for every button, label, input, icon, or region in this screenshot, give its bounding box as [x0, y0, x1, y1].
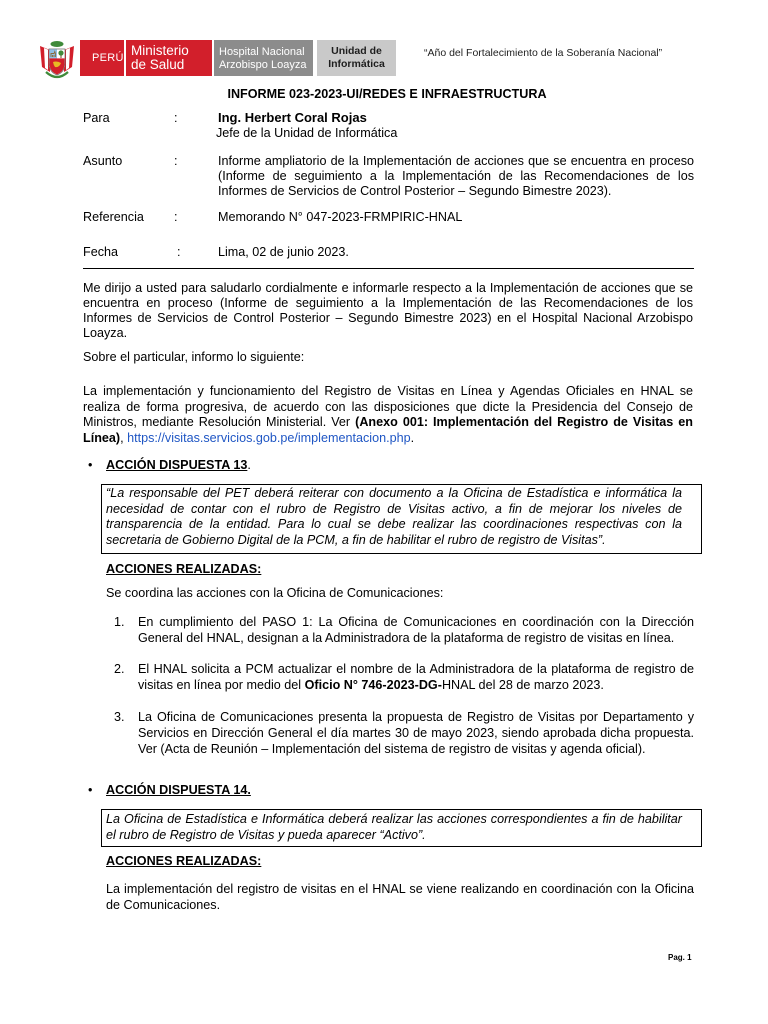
step-2-text-after: HNAL del 28 de marzo 2023.	[441, 678, 604, 692]
action-13-directive-box: “La responsable del PET deberá reiterar con documento a la Oficina de Estadística e informática la necesidad de contar con el rubro de Registro de Visitas activo, a fin de mejorar los niveles de transparencia de la entidad. Para lo cual se debe realizar las coordinaciones respectivas con la secretaria de Gobierno Digital de la PCM, a fin de habilitar el rubro de registro de Visitas”.	[101, 484, 702, 554]
bullet-icon: •	[88, 458, 93, 472]
action-13-intro: Se coordina las acciones con la Oficina de Comunicaciones:	[106, 586, 444, 600]
peru-coat-of-arms-logo	[38, 36, 76, 82]
ministry-line-1: Ministerio	[131, 43, 189, 58]
implementation-link[interactable]: https://visitas.servicios.gob.pe/implementacion.php	[127, 430, 411, 445]
hospital-brand	[214, 40, 313, 76]
step-2-document-number: Oficio N° 746-2023-DG-	[304, 678, 442, 692]
step-2-text	[138, 661, 694, 693]
bullet-icon: •	[88, 783, 93, 797]
field-separator-asunto: :	[174, 154, 178, 168]
step-3-text: La Oficina de Comunicaciones presenta la propuesta de Registro de Visitas por Departamento y Servicios en Dirección General el día martes 30 de mayo 2023, siendo aprobada dicha propuesta. Ver (Acta de Reunión – Implementación del sistema de registro de visitas y agenda oficial).	[138, 710, 694, 756]
step-2-number: 2.	[114, 662, 125, 676]
action-14-heading: ACCIÓN DISPUESTA 14.	[106, 783, 251, 797]
field-label-fecha: Fecha	[83, 245, 119, 259]
recipient-name: Ing. Herbert Coral Rojas	[218, 110, 367, 125]
transition-paragraph: Sobre el particular, informo lo siguiente:	[83, 350, 305, 364]
ministry-line-2: de Salud	[131, 57, 185, 72]
field-separator-referencia: :	[174, 210, 178, 224]
annex-reference: (Anexo 001: Implementación del Registro de Visitas en Línea)	[83, 415, 693, 445]
step-1-text: En cumplimiento del PASO 1: La Oficina de Comunicaciones en coordinación con la Dirección General del HNAL, designan a la Administradora de la plataforma de registro de visitas en línea.	[138, 615, 694, 645]
recipient-position: Jefe de la Unidad de Informática	[216, 126, 398, 140]
context-separator: ,	[120, 430, 128, 445]
hospital-line-2: Arzobispo Loayza	[219, 58, 307, 71]
page-number: Pag. 1	[668, 953, 692, 962]
intro-paragraph: Me dirijo a usted para saludarlo cordialmente e informarle respecto a la Implementación de acciones que se encuentra en proceso (Informe de seguimiento a la Implementación de las Recomendaciones de los Informes de Servicios de Control Posterior – Segundo Bimestre 2023) en el Hospital Nacional Arzobispo Loayza.	[83, 281, 693, 340]
peru-brand-label	[80, 40, 124, 76]
action-14-directive-box: La Oficina de Estadística e Informática deberá realizar las acciones correspondientes a fin de habilitar el rubro de Registro de Visitas y pueda aparecer “Activo”.	[101, 809, 702, 847]
unit-line-2: Informática	[328, 57, 385, 70]
reference-text: Memorando N° 047-2023-FRMPIRIC-HNAL	[218, 210, 463, 224]
context-end: .	[410, 430, 415, 445]
field-label-asunto: Asunto	[83, 154, 123, 168]
report-title: INFORME 023-2023-UI/REDES E INFRAESTRUCTURA	[227, 87, 547, 101]
field-separator-fecha: :	[177, 245, 181, 259]
action-13-heading	[106, 458, 251, 474]
field-label-para: Para	[83, 111, 110, 125]
field-separator-para: :	[174, 111, 178, 125]
step-1-number: 1.	[114, 615, 125, 629]
subject-text: Informe ampliatorio de la Implementación de acciones que se encuentra en proceso (Informe de seguimiento a la Implementación de las Recomendaciones de los Informes de Servicios de Control Posterior – Segundo Bimestre 2023).	[218, 154, 694, 198]
header-divider	[83, 268, 694, 269]
action-14-done-label: ACCIONES REALIZADAS:	[106, 854, 262, 868]
action-13-heading-text: ACCIÓN DISPUESTA 13	[106, 458, 248, 472]
context-text: La implementación y funcionamiento del Registro de Visitas en Línea y Agendas Oficiales en HNAL se realiza de forma progresiva, de acuerdo con las disposiciones que dicte la Presidencia del Consejo de Ministros, mediante Resolución Ministerial. Ver	[83, 384, 693, 430]
ministry-brand	[126, 40, 212, 76]
hospital-line-1: Hospital Nacional	[219, 46, 305, 58]
year-motto: “Año del Fortalecimiento de la Soberanía Nacional”	[424, 47, 663, 59]
context-paragraph	[83, 384, 693, 446]
field-label-referencia: Referencia	[83, 210, 144, 224]
date-text: Lima, 02 de junio 2023.	[218, 245, 349, 259]
action-13-heading-suffix: .	[247, 458, 251, 472]
country-text: PERÚ	[92, 52, 124, 64]
step-3-number: 3.	[114, 710, 125, 724]
step-2-text-before: El HNAL solicita a PCM actualizar el nombre de la Administradora de la plataforma de registro de visitas en línea por medio del	[138, 662, 694, 692]
action-13-done-label: ACCIONES REALIZADAS:	[106, 562, 262, 576]
unit-line-1: Unidad de	[331, 45, 382, 57]
action-14-summary: La implementación del registro de visitas en el HNAL se viene realizando en coordinación con la Oficina de Comunicaciones.	[106, 882, 694, 912]
unit-brand	[317, 40, 396, 76]
